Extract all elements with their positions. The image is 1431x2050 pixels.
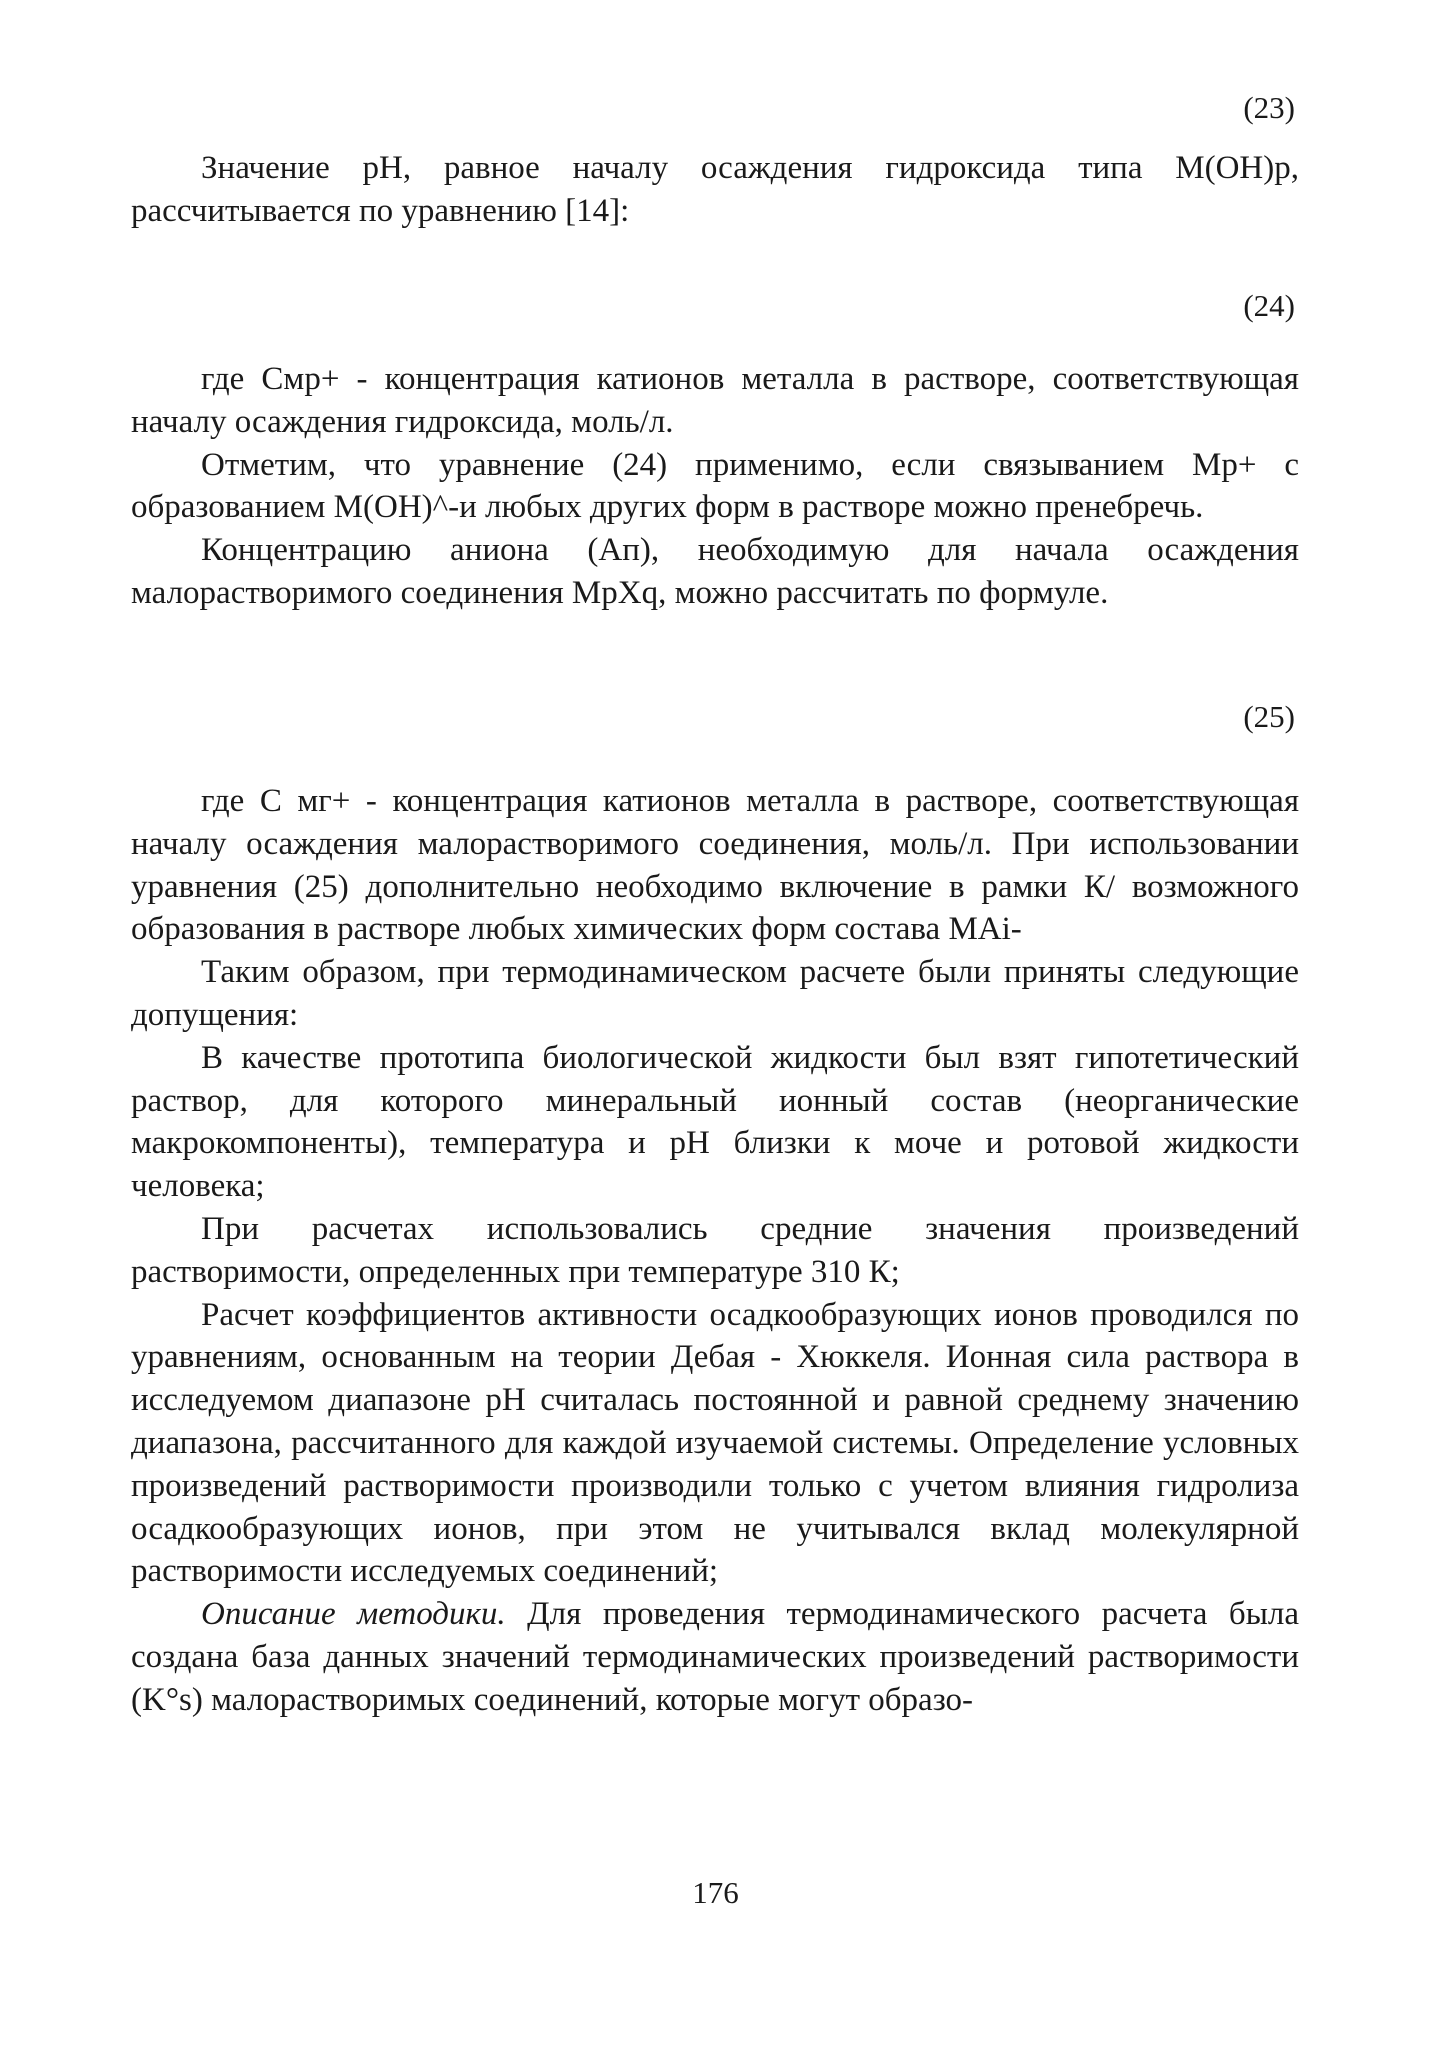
equation-number-25: (25): [1243, 699, 1295, 734]
method-heading: Описание методики.: [201, 1596, 506, 1633]
paragraph-where-cm: где Смр+ - концентрация катионов металла в растворе, соответствующая началу осаждения гидроксида, моль/л.: [131, 361, 1299, 440]
paragraph-assumptions-intro: Таким образом, при термодинамическом расчете были приняты следующие допущения:: [131, 954, 1299, 1033]
paragraph-ph-hydroxide: [131, 147, 1299, 233]
paragraph-method-description: [131, 1593, 1299, 1721]
page-number: 176: [692, 1875, 739, 1910]
paragraph-anion-concentration: Концентрацию аниона (Ап), необходимую для начала осаждения малорастворимого соединения MpXq, можно рассчитать по формуле.: [131, 532, 1299, 611]
paragraph-assumption-solubility: При расчетах использовались средние значения произведений растворимости, определенных при температуре 310 К;: [131, 1210, 1299, 1290]
paragraph-note-eq24: Отметим, что уравнение (24) применимо, если связыванием Мр+ с образованием М(ОН)^-и любых других форм в растворе можно пренебречь.: [131, 446, 1299, 526]
paragraph-assumption-activity: Расчет коэффициентов активности осадкообразующих ионов проводился по уравнениям, основанным на теории Дебая - Хюккеля. Ионная сила раствора в исследуемом диапазоне pH считалась постоянной и равной среднему значению диапазона, рассчитанного для каждой изучаемой системы. Определение условных произведений растворимости производили только с учетом влияния гидролиза осадкообразующих ионов, при этом не учитывался вклад молекулярной растворимости исследуемых соединений;: [131, 1296, 1299, 1590]
text-block-2: [131, 780, 1299, 1722]
equation-number-23: (23): [1243, 90, 1295, 125]
paragraph-where-c: где С мг+ - концентрация катионов металла в растворе, соответствующая началу осаждения малорастворимого соединения, моль/л. При использовании уравнения (25) дополнительно необходимо включение в рамки К/ возможного образования в растворе любых химических форм состава MAi-: [131, 783, 1299, 948]
paragraph-text: Значение pH, равное началу осаждения гидроксида типа M(OH)p, рассчитывается по уравнению [14]:: [131, 150, 1299, 229]
text-block-1: [131, 358, 1299, 615]
method-text: Для проведения термодинамического расчета была создана база данных значений термодинамических произведений растворимости (K°s) малорастворимых соединений, которые могут образо-: [131, 1596, 1299, 1718]
equation-number-24: (24): [1243, 288, 1295, 323]
paragraph-assumption-prototype: В качестве прототипа биологической жидкости был взят гипотетический раствор, для которого минеральный ионный состав (неорганические макрокомпоненты), температура и pH близки к моче и ротовой жидкости человека;: [131, 1039, 1299, 1205]
